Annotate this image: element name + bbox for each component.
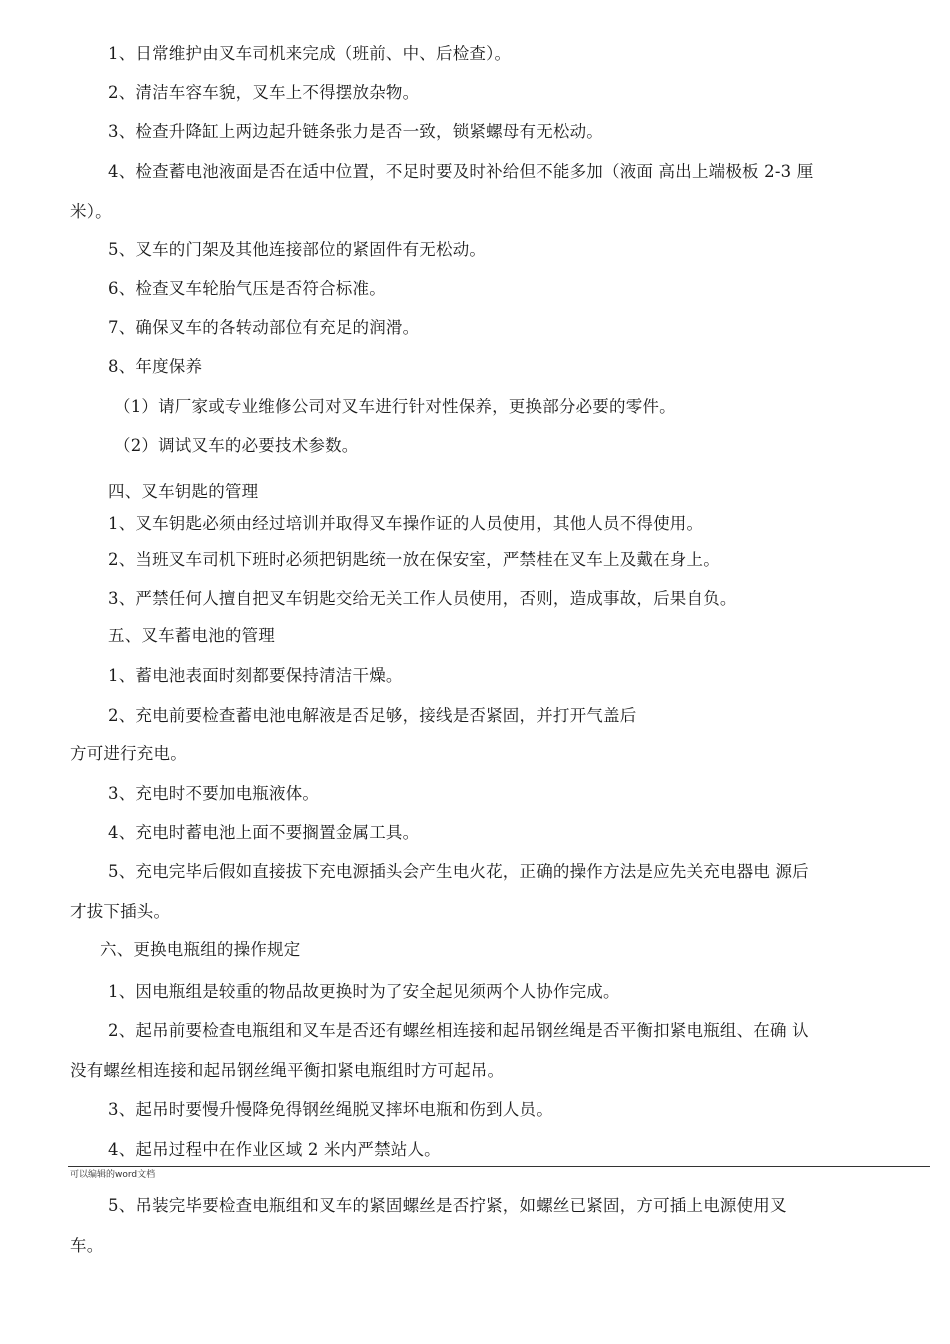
section-heading: 五、叉车蓄电池的管理 <box>108 626 275 645</box>
text-line: 3、严禁任何人擅自把叉车钥匙交给无关工作人员使用，否则，造成事故，后果自负。 <box>108 589 737 608</box>
text-line: 4、起吊过程中在作业区域 2 米内严禁站人。 <box>108 1140 441 1159</box>
text-line: 2、当班叉车司机下班时必须把钥匙统一放在保安室，严禁桂在叉车上及戴在身上。 <box>108 550 720 569</box>
text-line: 5、吊装完毕要检查电瓶组和叉车的紧固螺丝是否拧紧，如螺丝已紧固，方可插上电源使用叉 <box>108 1196 787 1215</box>
section-heading: 六、更换电瓶组的操作规定 <box>100 940 301 959</box>
text-line: （1）请厂家或专业维修公司对叉车进行针对性保养，更换部分必要的零件。 <box>114 397 676 416</box>
text-line: 2、清洁车容车貌，叉车上不得摆放杂物。 <box>108 83 420 102</box>
text-line: 4、检查蓄电池液面是否在适中位置，不足时要及时补给但不能多加（液面 高出上端极板 2-3 厘 <box>108 162 814 181</box>
text-line: 2、起吊前要检查电瓶组和叉车是否还有螺丝相连接和起吊钢丝绳是否平衡扣紧电瓶组、在确 认 <box>108 1021 809 1040</box>
text-line: 米）。 <box>70 202 112 221</box>
footer-divider <box>68 1166 930 1167</box>
text-line: （2）调试叉车的必要技术参数。 <box>114 436 359 455</box>
text-line: 车。 <box>70 1236 104 1255</box>
text-line: 2、充电前要检查蓄电池电解液是否足够，接线是否紧固，并打开气盖后 <box>108 706 637 725</box>
text-line: 才拔下插头。 <box>70 902 171 921</box>
text-line: 7、确保叉车的各转动部位有充足的润滑。 <box>108 318 420 337</box>
text-line: 没有螺丝相连接和起吊钢丝绳平衡扣紧电瓶组时方可起吊。 <box>70 1061 505 1080</box>
text-line: 4、充电时蓄电池上面不要搁置金属工具。 <box>108 823 420 842</box>
text-line: 1、蓄电池表面时刻都要保持清洁干燥。 <box>108 666 403 685</box>
text-line: 3、起吊时要慢升慢降免得钢丝绳脱叉摔坏电瓶和伤到人员。 <box>108 1100 553 1119</box>
text-line: 1、日常维护由叉车司机来完成（班前、中、后检查）。 <box>108 44 512 63</box>
text-line: 8、年度保养 <box>108 357 203 376</box>
footer-note: 可以编辑的word文档 <box>70 1170 156 1180</box>
text-line: 3、检查升降缸上两边起升链条张力是否一致，锁紧螺母有无松动。 <box>108 122 603 141</box>
text-line: 5、充电完毕后假如直接拔下充电源插头会产生电火花，正确的操作方法是应先关充电器电 源后 <box>108 862 809 881</box>
text-line: 6、检查叉车轮胎气压是否符合标准。 <box>108 279 386 298</box>
section-heading: 四、叉车钥匙的管理 <box>108 482 259 501</box>
text-line: 方可进行充电。 <box>70 744 187 763</box>
text-line: 5、叉车的门架及其他连接部位的紧固件有无松动。 <box>108 240 487 259</box>
text-line: 1、因电瓶组是较重的物品故更换时为了安全起见须两个人协作完成。 <box>108 982 620 1001</box>
text-line: 3、充电时不要加电瓶液体。 <box>108 784 320 803</box>
text-line: 1、叉车钥匙必须由经过培训并取得叉车操作证的人员使用，其他人员不得使用。 <box>108 514 704 533</box>
